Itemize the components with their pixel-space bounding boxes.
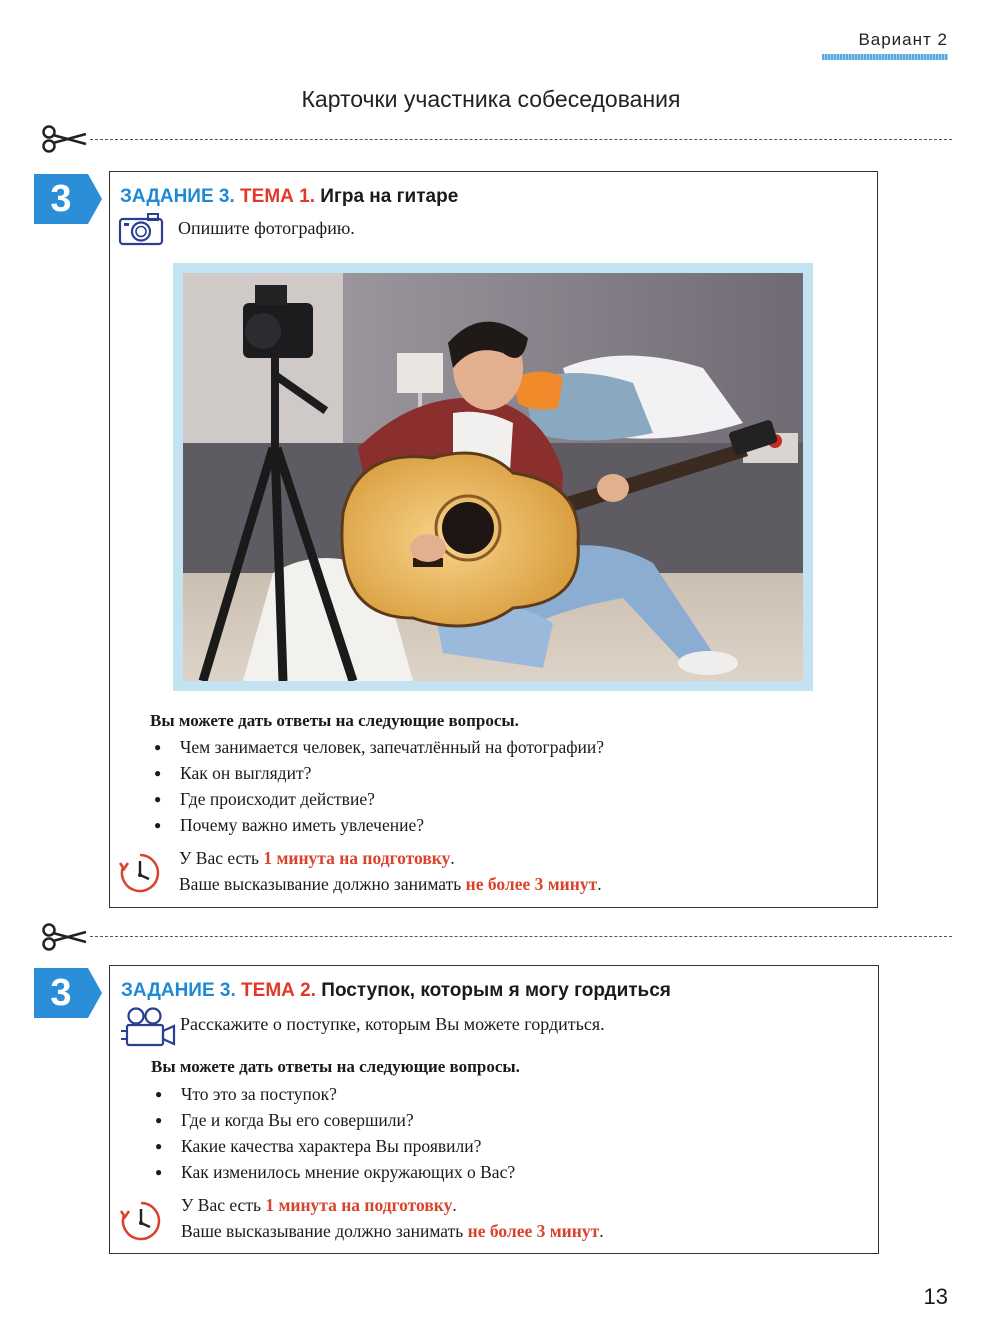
question-item: ● Где и когда Вы его совершили? [151,1107,515,1133]
question-item: ● Почему важно иметь увлечение? [150,812,604,838]
instruction-text: Опишите фотографию. [178,218,355,238]
task-title-1 [120,186,458,208]
guitar-photo [183,273,803,681]
camera-icon [118,212,164,246]
video-camera-icon [119,1006,177,1050]
questions-list [150,734,604,838]
instruction-text: Расскажите о поступке, которым Вы можете гордиться. [180,1014,605,1034]
scissors-icon [40,922,88,952]
prep-time-text: У Вас есть 1 минута на подготовку. [179,848,455,868]
questions-list [151,1081,515,1185]
task-photo-frame [173,263,813,691]
topic-name: Игра на гитаре [320,186,459,207]
questions-heading: Вы можете дать ответы на следующие вопросы. [151,1057,520,1076]
question-item: ● Где происходит действие? [150,786,604,812]
question-item: ● Как он выглядит? [150,760,604,786]
task-title-2 [121,980,671,1002]
task-number: 3 [50,178,72,220]
topic-label: ТЕМА 2. [241,980,316,1001]
question-item: ● Как изменилось мнение окружающих о Вас? [151,1159,515,1185]
task-label: ЗАДАНИЕ 3. [121,980,236,1001]
speak-time-highlight: не более 3 минут [465,874,598,894]
variant-underline [822,54,948,60]
topic-label: ТЕМА 1. [240,186,315,207]
question-item: ● Чем занимается человек, запечатлённый на фотографии? [150,734,604,760]
task-label: ЗАДАНИЕ 3. [120,186,235,207]
timer-icon [119,1199,163,1243]
speak-time-highlight: не более 3 минут [467,1221,600,1241]
task-number: 3 [50,972,72,1014]
questions-heading: Вы можете дать ответы на следующие вопросы. [150,711,519,730]
cut-line [90,139,952,140]
question-item: ● Что это за поступок? [151,1081,515,1107]
topic-name: Поступок, которым я могу гордиться [321,980,671,1001]
page-number: 13 [923,1284,948,1309]
scissors-icon [40,124,88,154]
variant-label: Вариант 2 [858,30,948,49]
prep-time-text: У Вас есть 1 минута на подготовку. [181,1195,457,1215]
prep-time-highlight: 1 минута на подготовку [265,1195,453,1215]
timer-icon [118,851,162,895]
speak-time-text: Ваше высказывание должно занимать не более 3 минут. [179,874,602,894]
cut-line [90,936,952,937]
question-item: ● Какие качества характера Вы проявили? [151,1133,515,1159]
speak-time-text: Ваше высказывание должно занимать не более 3 минут. [181,1221,604,1241]
page-title: Карточки участника собеседования [301,86,681,112]
prep-time-highlight: 1 минута на подготовку [263,848,451,868]
